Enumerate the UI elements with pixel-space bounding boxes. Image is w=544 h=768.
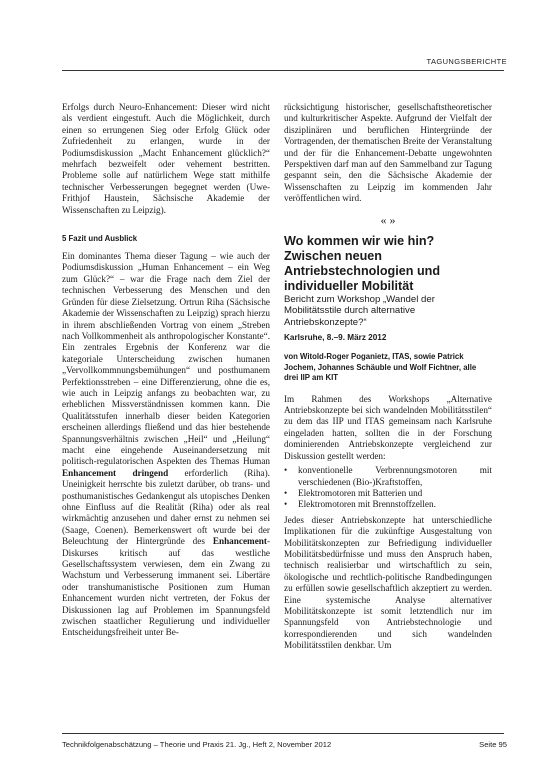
- section-divider: « »: [380, 212, 396, 227]
- left-paragraph-2-bold: Enhancement dringend: [62, 467, 169, 478]
- page-number: Seite 95: [479, 740, 507, 749]
- left-column: [62, 102, 270, 639]
- section-heading: 5 Fazit und Ausblick: [62, 234, 138, 244]
- right-paragraph-3: Jedes dieser Antriebskonzepte hat unterschiedliche Implikationen für die zukünftige Ausgestaltung von Mobilitätskonzepten zur Befriedigung individueller Mobilitätsbedürfnisse und muss den Anspruch haben, technisch realisierbar und wirtschaftlich zu sein, ökologische und rechtlich-politische Randbedingungen zu erfüllen sowie gesellschaftlich akzeptiert zu werden. Eine systemische Analyse alternativer Mobilitätskonzepte ist somit letztendlich nur im Spannungsfeld von Antriebstechnologie und korrespondierenden und sich wandelnden Mobilitätsstilen denkbar. Um: [284, 514, 492, 651]
- list-item: • Elektromotoren mit Brennstoffzellen.: [284, 499, 492, 510]
- left-paragraph-2-part-a: Ein dominantes Thema dieser Tagung – wie auch der Podiumsdiskussion „Human Enhancement – ein Weg zum Glück?“ – war die Frage nach dem Ziel der technischen Verbesserung des Menschen und den Gründen für diese Zielsetzung. Ortrun Riha (Sächsische Akademie der Wissenschaften zu Leipzig) sprach hierzu in ihrem abschließenden Vortrag von einem „Streben nach Vollkommenheit als anthropologischer Konstante“. Ein zentrales Ergebnis der Konferenz war die kategoriale Unterscheidung zwischen humanen „Vervollkommnungsbemühungen“ und posthumanem Perfektionsstreben – eine Differenzierung, ohne die es, wie auch in Leipzig anfangs zu beobachten war, zu erheblichen Missverständnissen kommen kann. Die Qualitätsstufen innerhalb dieser beiden Kategorien erscheinen allerdings fließend und das hier bestehende Spannungsverhältnis zwischen „Heil“ und „Heilung“ macht eine eingehende Auseinandersetzung mit politisch-regulatorischen Aspekten des Themas Human: [62, 251, 270, 467]
- running-header: TAGUNGSBERICHTE: [426, 57, 507, 66]
- right-paragraph-2: Im Rahmen des Workshops „Alternative Antriebskonzepte bei sich wandelnden Mobilitätsstilen“ zu dem das IIP und ITAS gemeinsam nach Karlsruhe eingeladen hatten, sollten die in der Forschung dominierenden Antriebskonzepte vergleichend zur Diskussion gestellt werden:: [284, 393, 492, 461]
- list-item: • Elektromotoren mit Batterien und: [284, 488, 492, 499]
- right-column: [284, 102, 492, 652]
- footer-journal: Technikfolgenabschätzung – Theorie und Praxis 21. Jg., Heft 2, November 2012: [62, 740, 332, 749]
- right-paragraph-1: rücksichtigung historischer, gesellschaftstheoretischer und kulturkritischer Aspekte. Aufgrund der Vielfalt der disziplinären und beruflichen Hintergründe der Vortragenden, der thematischen Breite der Veranstaltung und der für die Enhancement-Debatte ungewohnten Perspektiven darf man auf den Sammelband zur Tagung gespannt sein, den die Sächsische Akademie der Wissenschaften zu Leipzig im kommenden Jahr veröffentlichen wird.: [284, 102, 492, 204]
- left-paragraph-1: Erfolgs durch Neuro-Enhancement: Dieser wird nicht als verdient eingestuft. Auch die Möglichkeit, durch einen so errungenen Sieg oder Erfolg Glück oder Zufriedenheit zu erlangen, wurde in der Podiumsdiskussion „Macht Enhancement glücklich?“ mehrfach bezweifelt oder vehement bestritten. Probleme solle auf natürlichem Wege statt mithilfe technischer Verbesserungen begegnet werden (Uwe-Frithjof Haustein, Sächsische Akademie der Wissenschaften zu Leipzig).: [62, 102, 270, 215]
- list-item: • konventionelle Verbrennungsmotoren mit verschiedenen (Bio-)Kraftstoffen,: [284, 465, 492, 488]
- footer-rule: [62, 733, 504, 734]
- left-paragraph-2: [62, 251, 270, 639]
- article-subtitle: Bericht zum Workshop „Wandel der Mobilitätsstile durch alternative Antriebskonzepte?“: [284, 293, 435, 328]
- bullet-list: [284, 465, 492, 511]
- left-paragraph-2-part-b: erforderlich (Riha). Uneinigkeit herrschte bis zuletzt darüber, ob trans- und posthumanistisches Gedankengut als utopisches Denken ohne Einfluss auf die Realität (Riha) oder als real wirkmächtig anzusehen und daher ernst zu nehmen sei (Saage, Coenen). Bemerkenswert oft wurde bei der Beleuchtung der Hintergründe des: [62, 467, 270, 547]
- article-dateline: Karlsruhe, 8.–9. März 2012: [284, 333, 387, 343]
- article-authors: von Witold-Roger Poganietz, ITAS, sowie Patrick Jochem, Johannes Schäuble und Wolf Fichtner, alle drei IIP am KIT: [284, 352, 477, 383]
- left-paragraph-2-bold-2: Enhancement: [212, 536, 267, 547]
- left-paragraph-2-part-c: -Diskurses kritisch auf das westliche Gesellschaftssystem verwiesen, dem ein Zwang zu Wachstum und Verbesserung immanent sei. Libertäre oder transhumanistische Positionen zum Human Enhancement wurden nicht vertreten, der Fokus der Diskussionen lag auf Problemen im Spannungsfeld zwischen staatlicher Regulierung und individueller Entscheidungsfreiheit unter Be-: [62, 536, 270, 638]
- article-title: Wo kommen wir wie hin? Zwischen neuen Antriebstechnologien und individueller Mobilität: [284, 233, 441, 293]
- header-rule: [62, 70, 504, 71]
